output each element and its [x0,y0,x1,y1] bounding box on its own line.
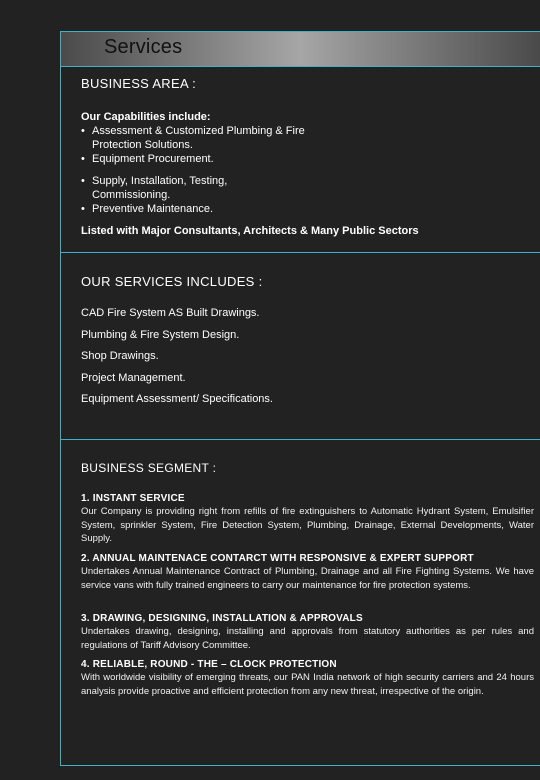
business-segment-section [61,441,540,766]
segment-heading: BUSINESS SEGMENT : [81,461,217,475]
service-item: Equipment Assessment/ Specifications. [81,393,273,405]
services-page [60,31,540,766]
segment-body: Undertakes Annual Maintenance Contract of Plumbing, Drainage and all Fire Fighting Systems. We have service vans with fully trained engineers to carry our maintenance for fire protection systems. [81,566,534,591]
business-area-section [61,67,540,253]
services-heading: OUR SERVICES INCLUDES : [81,274,263,289]
title-bar [61,32,540,67]
capability-item: • Equipment Procurement. [81,152,311,166]
segment-title: 2. ANNUAL MAINTENACE CONTARCT WITH RESPONSIVE & EXPERT SUPPORT [81,553,474,564]
capabilities-intro: Our Capabilities include: [81,111,211,123]
segment-title: 1. INSTANT SERVICE [81,493,185,504]
capabilities-list-a [81,124,311,166]
page-title: Services [104,36,183,58]
capability-item: • Assessment & Customized Plumbing & Fire Protection Solutions. [81,124,311,152]
service-item: Plumbing & Fire System Design. [81,329,240,341]
business-area-heading: BUSINESS AREA : [81,76,197,91]
services-section [61,254,540,440]
service-item: Shop Drawings. [81,350,159,362]
listed-statement: Listed with Major Consultants, Architects & Many Public Sectors [81,225,419,237]
segment-body: Undertakes drawing, designing, installing and approvals from statutory authorities as per rules and regulations of Tariff Advisory Committee. [81,626,534,651]
segment-title: 4. RELIABLE, ROUND - THE – CLOCK PROTECTION [81,659,337,670]
capability-item: • Supply, Installation, Testing, Commissioning. [81,174,256,202]
service-item: CAD Fire System AS Built Drawings. [81,307,260,319]
capability-item: • Preventive Maintenance. [81,202,256,216]
segment-title: 3. DRAWING, DESIGNING, INSTALLATION & APPROVALS [81,613,363,624]
segment-body: With worldwide visibility of emerging threats, our PAN India network of high security carriers and 24 hours analysis provide proactive and efficient protection from any new threat, irrespective of the origin. [81,672,534,697]
capabilities-list-b [81,174,256,216]
service-item: Project Management. [81,372,186,384]
segment-body: Our Company is providing right from refills of fire extinguishers to Automatic Hydrant System, Emulsifier System, sprinkler System, Fire Detection System, Plumbing, Drainage, External Developments, Water Supply. [81,506,534,544]
